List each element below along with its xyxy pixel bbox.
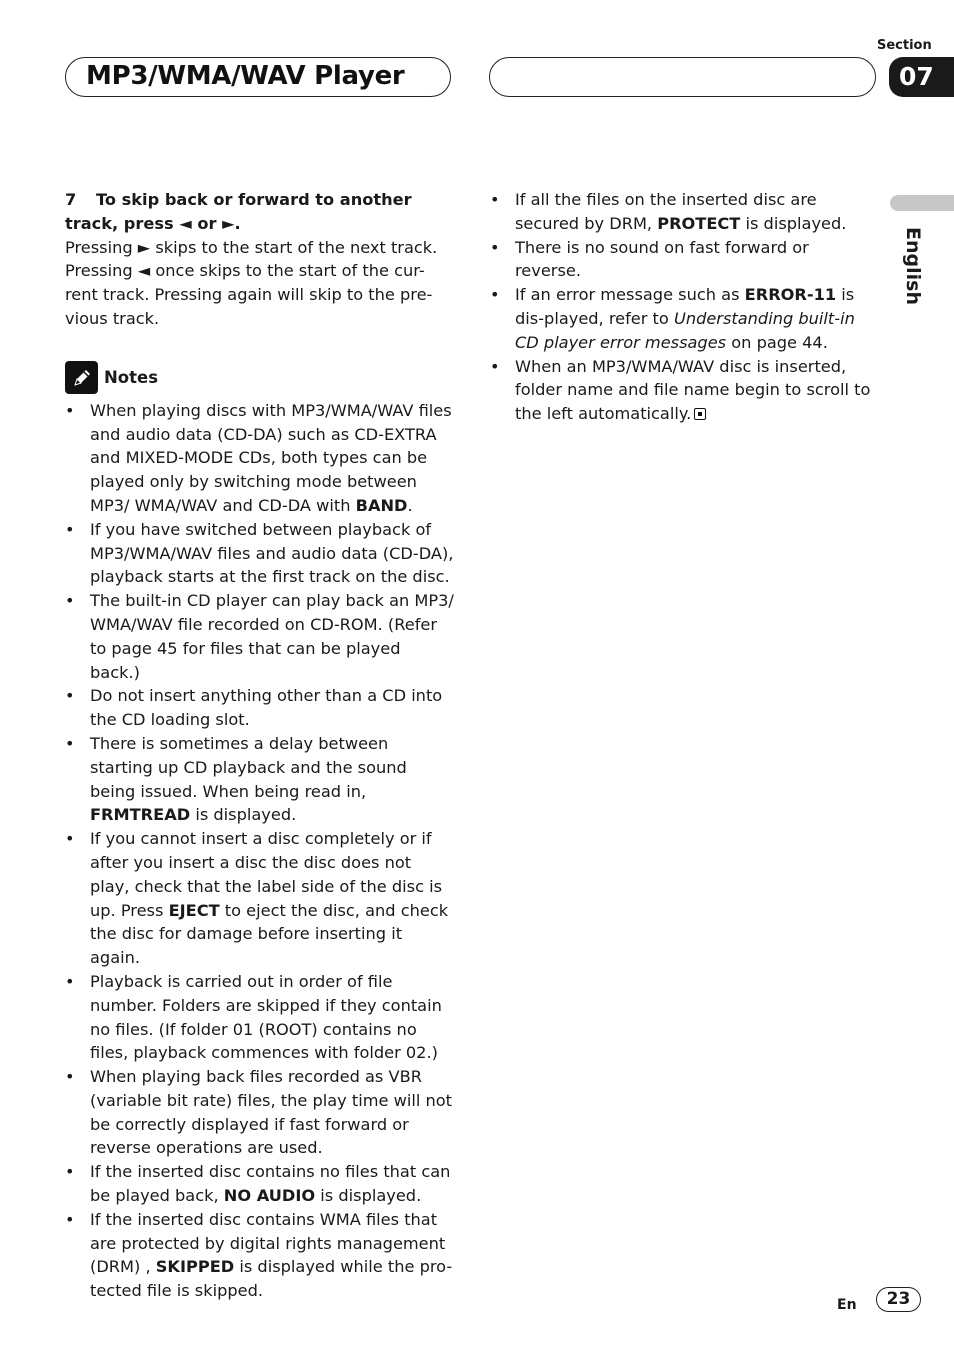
subtitle-pill bbox=[489, 57, 876, 97]
note-item bbox=[65, 732, 455, 827]
note-text: is displayed while the pro-tected file is skipped. bbox=[90, 1257, 453, 1301]
note-reference: Understanding built-in CD player error messages bbox=[515, 308, 855, 352]
page-title: MP3/WMA/WAV Player bbox=[86, 61, 405, 91]
page-number: 23 bbox=[876, 1287, 921, 1312]
note-text: to eject the disc, and check the disc for damage before inserting it again. bbox=[90, 900, 449, 968]
note-keyword: FRMTREAD bbox=[90, 805, 191, 825]
note-text: The built-in CD player can play back an MP3/ WMA/WAV file recorded on CD-ROM. (Refer to page 45 for files that can be played back.) bbox=[90, 591, 454, 682]
note-text: is dis-played, refer to bbox=[515, 285, 855, 328]
note-text: is displayed. bbox=[315, 1186, 422, 1206]
language-label: English bbox=[902, 227, 924, 305]
note-item bbox=[65, 399, 455, 518]
note-keyword: SKIPPED bbox=[155, 1257, 235, 1277]
note-item bbox=[65, 684, 455, 732]
note-item bbox=[490, 236, 872, 284]
pencil-icon bbox=[65, 361, 98, 394]
note-item bbox=[490, 355, 872, 426]
title-pill bbox=[65, 57, 451, 97]
notes-header bbox=[65, 361, 455, 395]
note-text: on page 44. bbox=[726, 332, 828, 352]
note-item bbox=[65, 589, 455, 684]
note-text: There is no sound on fast forward or reverse. bbox=[515, 237, 809, 281]
note-text: There is sometimes a delay between starting up CD playback and the sound being issued. When being read in, bbox=[90, 733, 407, 801]
note-keyword: BAND bbox=[355, 495, 408, 515]
right-notes-list bbox=[490, 188, 872, 426]
end-mark-icon bbox=[694, 408, 706, 420]
note-text: Do not insert anything other than a CD into the CD loading slot. bbox=[90, 686, 443, 730]
note-keyword: NO AUDIO bbox=[223, 1186, 316, 1206]
note-text: When an MP3/WMA/WAV disc is inserted, folder name and file name begin to scroll to the left automatically. bbox=[515, 356, 871, 424]
note-item bbox=[490, 283, 872, 354]
note-item bbox=[65, 518, 455, 589]
note-text: If the inserted disc contains no files that can be played back, bbox=[90, 1162, 451, 1206]
note-text: If the inserted disc contains WMA files that are protected by digital rights management (DRM) , bbox=[90, 1209, 446, 1277]
note-text: is displayed. bbox=[740, 213, 847, 233]
note-text: Playback is carried out in order of file number. Folders are skipped if they contain no files. (If folder 01 (ROOT) contains no files, playback commences with folder 02.) bbox=[90, 971, 442, 1063]
note-keyword: ERROR-11 bbox=[744, 285, 837, 305]
note-text: If all the files on the inserted disc are secured by DRM, bbox=[515, 190, 817, 233]
note-text: If you have switched between playback of MP3/WMA/WAV files and audio data (CD-DA), playback starts at the first track on the disc. bbox=[90, 519, 454, 587]
note-text: . bbox=[407, 495, 413, 515]
notes-title: Notes bbox=[104, 367, 159, 387]
note-text: If you cannot insert a disc completely or if after you insert a disc the disc does not play, check that the label side of the disc is up. Press bbox=[90, 829, 443, 920]
footer-language-code: En bbox=[837, 1297, 857, 1313]
note-keyword: PROTECT bbox=[657, 213, 741, 233]
notes-list bbox=[65, 399, 455, 1303]
note-item bbox=[65, 1208, 455, 1303]
step-heading-text: To skip back or forward to another track, press ◄ or ►. bbox=[65, 190, 412, 233]
left-column bbox=[65, 188, 455, 1303]
note-item bbox=[65, 1160, 455, 1208]
step-body: Pressing ► skips to the start of the next track. Pressing ◄ once skips to the start of the cur-rent track. Pressing again will skip to the pre-vious track. bbox=[65, 237, 438, 328]
note-text: is displayed. bbox=[190, 805, 297, 825]
note-item bbox=[65, 970, 455, 1065]
note-text: When playing back files recorded as VBR (variable bit rate) files, the play time will not be correctly displayed if fast forward or reverse operations are used. bbox=[90, 1067, 452, 1158]
note-item bbox=[65, 1065, 455, 1160]
note-text: If an error message such as bbox=[515, 285, 745, 305]
note-text: When playing discs with MP3/WMA/WAV files and audio data (CD-DA) such as CD-EXTRA and MIXED-MODE CDs, both types can be played only by switching mode between MP3/ WMA/WAV and CD-DA with bbox=[90, 400, 452, 515]
step-heading bbox=[65, 188, 455, 236]
section-label: Section bbox=[877, 38, 932, 53]
right-column bbox=[490, 188, 872, 426]
note-item bbox=[65, 827, 455, 970]
section-number-tab: 07 bbox=[889, 57, 954, 97]
note-item bbox=[490, 188, 872, 236]
step-number: 7 bbox=[65, 190, 77, 209]
note-keyword: EJECT bbox=[168, 900, 220, 920]
language-tab-marker bbox=[890, 195, 954, 211]
